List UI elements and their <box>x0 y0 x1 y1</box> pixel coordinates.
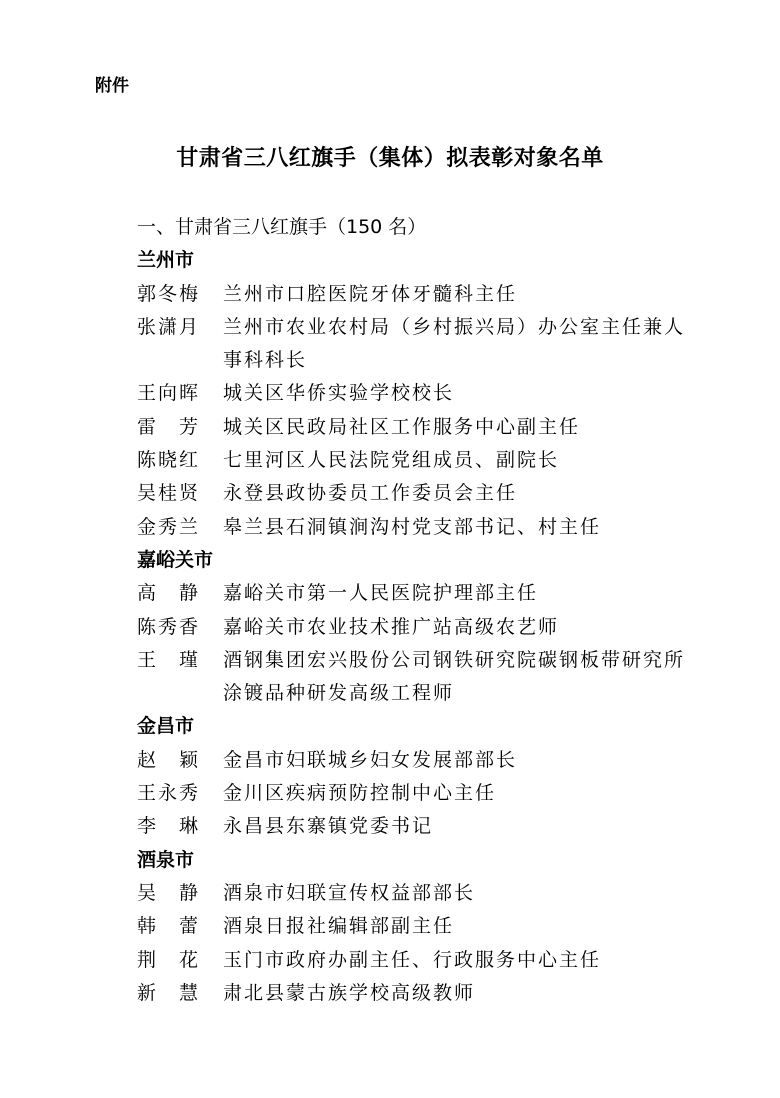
list-item <box>137 877 717 910</box>
person-name: 吴 静 <box>137 881 201 904</box>
person-title: 酒钢集团宏兴股份公司钢铁研究院碳钢板带研究所涂镀品种研发高级工程师 <box>223 648 686 705</box>
person-name: 陈秀香 <box>137 615 201 638</box>
list-item <box>137 444 717 477</box>
person-name: 荆 花 <box>137 948 201 971</box>
section-heading: 一、甘肃省三八红旗手（150 名） <box>137 216 427 238</box>
person-name: 郭冬梅 <box>137 282 201 305</box>
list-item <box>137 377 717 410</box>
person-title: 兰州市农业农村局（乡村振兴局）办公室主任兼人事科科长 <box>223 315 686 372</box>
list-item <box>137 477 717 510</box>
list-item <box>137 977 717 1010</box>
city-groups <box>137 244 717 1010</box>
document-title: 甘肃省三八红旗手（集体）拟表彰对象名单 <box>176 146 604 171</box>
person-title: 肃北县蒙古族学校高级教师 <box>223 981 476 1004</box>
list-item <box>137 944 717 977</box>
city-heading: 兰州市 <box>137 249 195 272</box>
person-name: 王 瑾 <box>137 648 201 671</box>
person-name: 新 慧 <box>137 981 201 1004</box>
list-item <box>137 278 717 311</box>
list-item <box>137 411 717 444</box>
city-heading: 嘉峪关市 <box>137 548 214 571</box>
person-title: 七里河区人民法院党组成员、副院长 <box>223 449 560 472</box>
person-name: 王永秀 <box>137 782 201 805</box>
person-name: 李 琳 <box>137 815 201 838</box>
person-title: 金昌市妇联城乡妇女发展部部长 <box>223 748 518 771</box>
city-heading: 金昌市 <box>137 715 195 738</box>
list-item <box>137 744 717 777</box>
person-title: 金川区疾病预防控制中心主任 <box>223 782 497 805</box>
list-item <box>137 810 717 843</box>
person-title: 嘉峪关市农业技术推广站高级农艺师 <box>223 615 560 638</box>
person-title: 永登县政协委员工作委员会主任 <box>223 482 518 505</box>
person-title: 城关区民政局社区工作服务中心副主任 <box>223 415 581 438</box>
list-item <box>137 910 717 943</box>
person-title: 皋兰县石洞镇涧沟村党支部书记、村主任 <box>223 515 602 538</box>
person-title: 嘉峪关市第一人民医院护理部主任 <box>223 582 539 605</box>
list-item <box>137 644 717 711</box>
person-name: 高 静 <box>137 582 201 605</box>
list-item <box>137 577 717 610</box>
person-title: 酒泉日报社编辑部副主任 <box>223 915 455 938</box>
person-title: 玉门市政府办副主任、行政服务中心主任 <box>223 948 602 971</box>
person-name: 金秀兰 <box>137 515 201 538</box>
person-name: 赵 颖 <box>137 748 201 771</box>
list-item <box>137 311 717 378</box>
list-item <box>137 611 717 644</box>
document-body <box>137 211 717 1010</box>
attachment-label: 附件 <box>95 76 129 96</box>
person-name: 雷 芳 <box>137 415 201 438</box>
person-name: 韩 蕾 <box>137 915 201 938</box>
city-heading: 酒泉市 <box>137 848 195 871</box>
person-name: 张潇月 <box>137 315 201 338</box>
person-title: 永昌县东寨镇党委书记 <box>223 815 434 838</box>
list-item <box>137 511 717 544</box>
person-name: 王向晖 <box>137 382 201 405</box>
person-title: 兰州市口腔医院牙体牙髓科主任 <box>223 282 518 305</box>
person-title: 城关区华侨实验学校校长 <box>223 382 455 405</box>
person-name: 陈晓红 <box>137 449 201 472</box>
list-item <box>137 777 717 810</box>
person-name: 吴桂贤 <box>137 482 201 505</box>
person-title: 酒泉市妇联宣传权益部部长 <box>223 881 476 904</box>
